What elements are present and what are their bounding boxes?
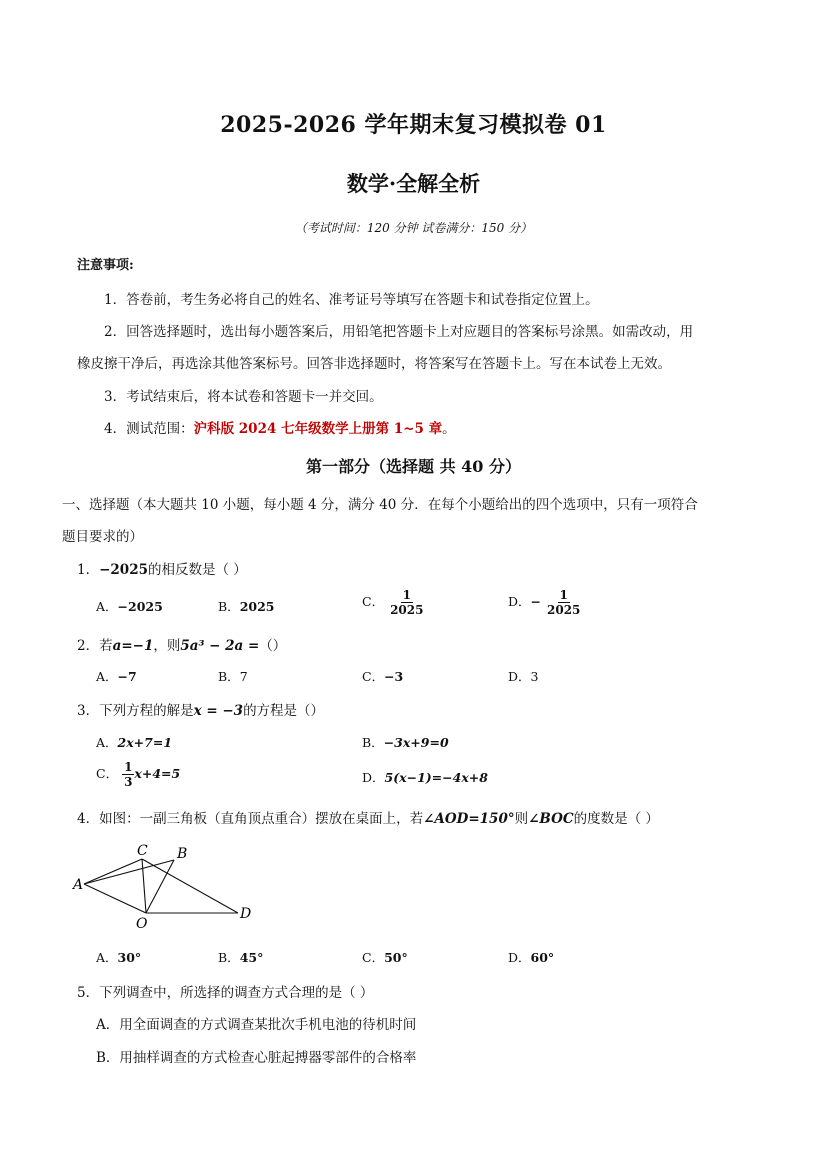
notice-item-1: 1．答卷前，考生务必将自己的姓名、准考证号等填写在答题卡和试卷指定位置上。: [104, 292, 599, 308]
q1-option-b-label: B．: [218, 599, 240, 614]
label-c: C: [137, 843, 148, 859]
q4-option-c-label: C．: [362, 950, 385, 965]
line-ab: [84, 860, 174, 884]
q2-option-b-label: B．: [218, 669, 240, 684]
q2-option-a: [96, 667, 137, 685]
q5-option-b: B．用抽样调查的方式检查心脏起搏器零部件的合格率: [96, 1050, 417, 1066]
section-description: 一、选择题（本大题共 10 小题，每小题 4 分，满分 40 分．在每个小题给出的四个选项中，只有一项符合: [62, 497, 698, 513]
q2-option-d-label: D．: [508, 669, 531, 684]
q4-mid: 则: [514, 811, 529, 827]
q1-option-a-label: A．: [96, 599, 118, 614]
label-d: D: [240, 906, 252, 922]
q3-option-c: [96, 760, 180, 789]
label-b: B: [177, 846, 188, 862]
question-3: [77, 699, 324, 719]
q1-c-denominator: 2025: [390, 603, 424, 617]
q1-option-d-fraction: [545, 588, 582, 617]
q4-option-b: [218, 948, 263, 966]
q1-option-c-fraction: [388, 588, 425, 617]
q3-option-b: [362, 733, 449, 751]
q1-option-b: [218, 597, 274, 615]
q3-option-d-value: 5(x−1)=−4x+8: [384, 770, 488, 785]
q4-target: ∠BOC: [528, 811, 574, 827]
q3-c-denominator: 3: [124, 775, 133, 789]
range-suffix: 。: [442, 421, 456, 437]
q3-c-numerator: 1: [124, 760, 133, 774]
q4-condition: ∠AOD=150°: [423, 811, 515, 827]
notice-item-4: [104, 417, 456, 437]
q3-option-c-fraction: [122, 760, 134, 789]
exam-info: （考试时间：120 分钟 试卷满分：150 分）: [294, 221, 533, 235]
question-5: 5．下列调查中，所选择的调查方式合理的是（ ）: [77, 985, 374, 1001]
notice-heading: 注意事项:: [77, 258, 134, 273]
q4-option-b-value: 45°: [239, 950, 264, 965]
q1-option-c: [362, 588, 425, 617]
q1-c-numerator: 1: [402, 588, 411, 602]
q1-option-d: [508, 588, 582, 617]
document-subtitle: 数学·全解全析: [346, 171, 481, 196]
q4-option-c-value: 50°: [384, 950, 408, 965]
q3-option-c-label: C．: [96, 766, 119, 781]
line-ac: [84, 859, 142, 884]
q2-option-a-value: −7: [117, 669, 137, 684]
q2-post: （）: [259, 638, 287, 654]
q1-option-d-sign: −: [530, 594, 542, 609]
label-a: A: [73, 877, 84, 893]
section-description-cont: 题目要求的）: [62, 529, 143, 545]
q4-option-d-value: 60°: [530, 950, 555, 965]
label-o: O: [136, 916, 148, 930]
question-2: [77, 634, 286, 654]
q2-option-a-label: A．: [96, 669, 118, 684]
q5-option-a: A．用全面调查的方式调查某批次手机电池的待机时间: [96, 1017, 417, 1033]
q3-condition: x = −3: [193, 703, 244, 719]
range-prefix: 4．测试范围：: [104, 421, 194, 437]
q2-option-b-value: 7: [239, 669, 248, 684]
q4-option-a: [96, 948, 141, 966]
q1-option-a-value: −2025: [117, 599, 163, 614]
q3-option-a-label: A．: [96, 735, 118, 750]
q1-d-numerator: 1: [559, 588, 568, 602]
q2-mid: ，则: [153, 638, 181, 654]
q3-option-c-rest: x+4=5: [134, 766, 181, 781]
notice-item-3: 3．考试结束后，将本试卷和答题卡一并交回。: [104, 389, 383, 405]
notice-item-2-cont: 橡皮擦干净后，再选涂其他答案标号。回答非选择题时，将答案写在答题卡上。写在本试卷上无效。: [77, 356, 671, 372]
part-title: 第一部分（选择题 共 40 分）: [306, 457, 521, 476]
q4-triangle-figure: [70, 838, 270, 930]
q4-option-a-value: 30°: [117, 950, 142, 965]
notice-item-2: 2．回答选择题时，选出每小题答案后，用铅笔把答题卡上对应题目的答案标号涂黑。如需改动，用: [104, 324, 694, 340]
q2-option-c-value: −3: [384, 669, 404, 684]
q2-pre: 2．若: [77, 638, 113, 654]
q4-pre: 4．如图：一副三角板（直角顶点重合）摆放在桌面上，若: [77, 811, 424, 827]
q3-option-a: [96, 733, 172, 751]
q4-post: 的度数是（ ）: [573, 811, 659, 827]
q3-option-b-label: B．: [362, 735, 384, 750]
q1-number: 1．: [77, 562, 100, 578]
q3-post: 的方程是（）: [243, 703, 325, 719]
q4-option-b-label: B．: [218, 950, 240, 965]
question-1: [77, 558, 247, 578]
q4-option-d: [508, 948, 554, 966]
q3-option-d-label: D．: [362, 770, 385, 785]
q4-option-d-label: D．: [508, 950, 531, 965]
q2-option-c: [362, 667, 403, 685]
question-4: [77, 807, 659, 827]
q3-pre: 3．下列方程的解是: [77, 703, 194, 719]
q2-option-c-label: C．: [362, 669, 385, 684]
q1-text: 的相反数是（ ）: [147, 562, 247, 578]
line-cd: [142, 859, 238, 913]
q1-option-c-label: C．: [362, 594, 385, 609]
q3-option-a-value: 2x+7=1: [117, 735, 173, 750]
q1-math: −2025: [99, 562, 148, 578]
q4-option-c: [362, 948, 408, 966]
q1-d-denominator: 2025: [547, 603, 581, 617]
q2-option-b: [218, 667, 248, 685]
q2-option-d: [508, 667, 538, 685]
line-ao: [84, 884, 146, 913]
q1-option-a: [96, 597, 163, 615]
q2-expression: 5a³ − 2a =: [180, 638, 260, 654]
q4-option-a-label: A．: [96, 950, 118, 965]
document-title: 2025-2026 学年期末复习模拟卷 01: [220, 112, 607, 138]
q1-option-b-value: 2025: [239, 599, 275, 614]
line-bo: [146, 860, 174, 913]
q2-option-d-value: 3: [530, 669, 539, 684]
q2-condition: a=−1: [112, 638, 154, 654]
q1-option-d-label: D．: [508, 594, 531, 609]
q3-option-d: [362, 768, 488, 786]
range-value: 沪科版 2024 七年级数学上册第 1~5 章: [193, 421, 443, 437]
q3-option-b-value: −3x+9=0: [383, 735, 449, 750]
